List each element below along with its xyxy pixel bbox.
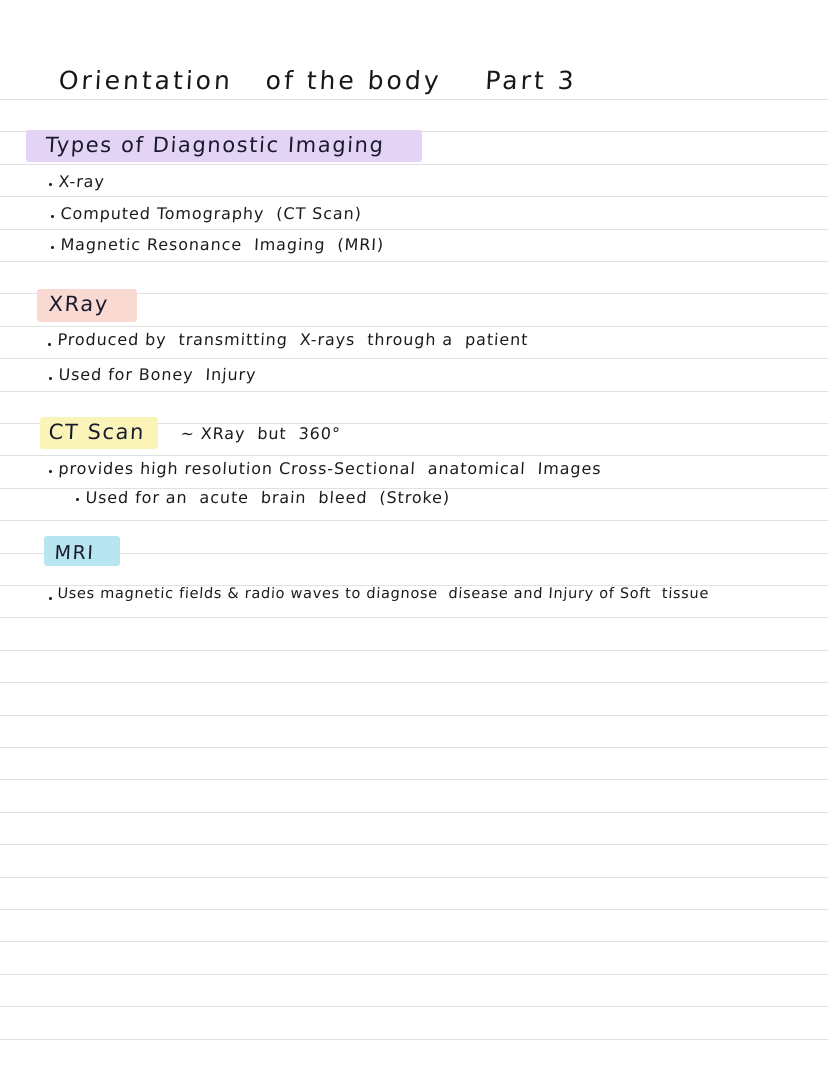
heading-note-ct-scan: ~ XRay but 360° [180,424,342,443]
list-item: Produced by transmitting X-rays through a patient [57,330,529,349]
bullet-dot [76,498,79,501]
bullet-dot [49,597,52,600]
bullet-dot [49,183,52,186]
bullet-dot [51,215,54,218]
heading-mri: MRI [54,542,96,564]
heading-ct-scan: CT Scan [48,420,146,444]
list-item: Computed Tomography (CT Scan) [60,204,363,223]
list-item: Used for Boney Injury [58,365,257,384]
bullet-dot [49,377,52,380]
bullet-dot [49,470,52,473]
heading-xray: XRay [48,292,110,316]
list-item: Magnetic Resonance Imaging (MRI) [60,235,385,254]
bullet-dot [51,246,54,249]
list-item: Used for an acute brain bleed (Stroke) [85,488,451,507]
list-item: Uses magnetic fields & radio waves to diagnose disease and Injury of Soft tissue [57,586,710,602]
list-item: X-ray [58,172,106,191]
page-title: Orientation of the body Part 3 [58,66,578,95]
bullet-dot [48,343,51,346]
list-item: provides high resolution Cross-Sectional anatomical Images [58,459,602,478]
heading-types-of-diagnostic-imaging: Types of Diagnostic Imaging [45,133,386,157]
